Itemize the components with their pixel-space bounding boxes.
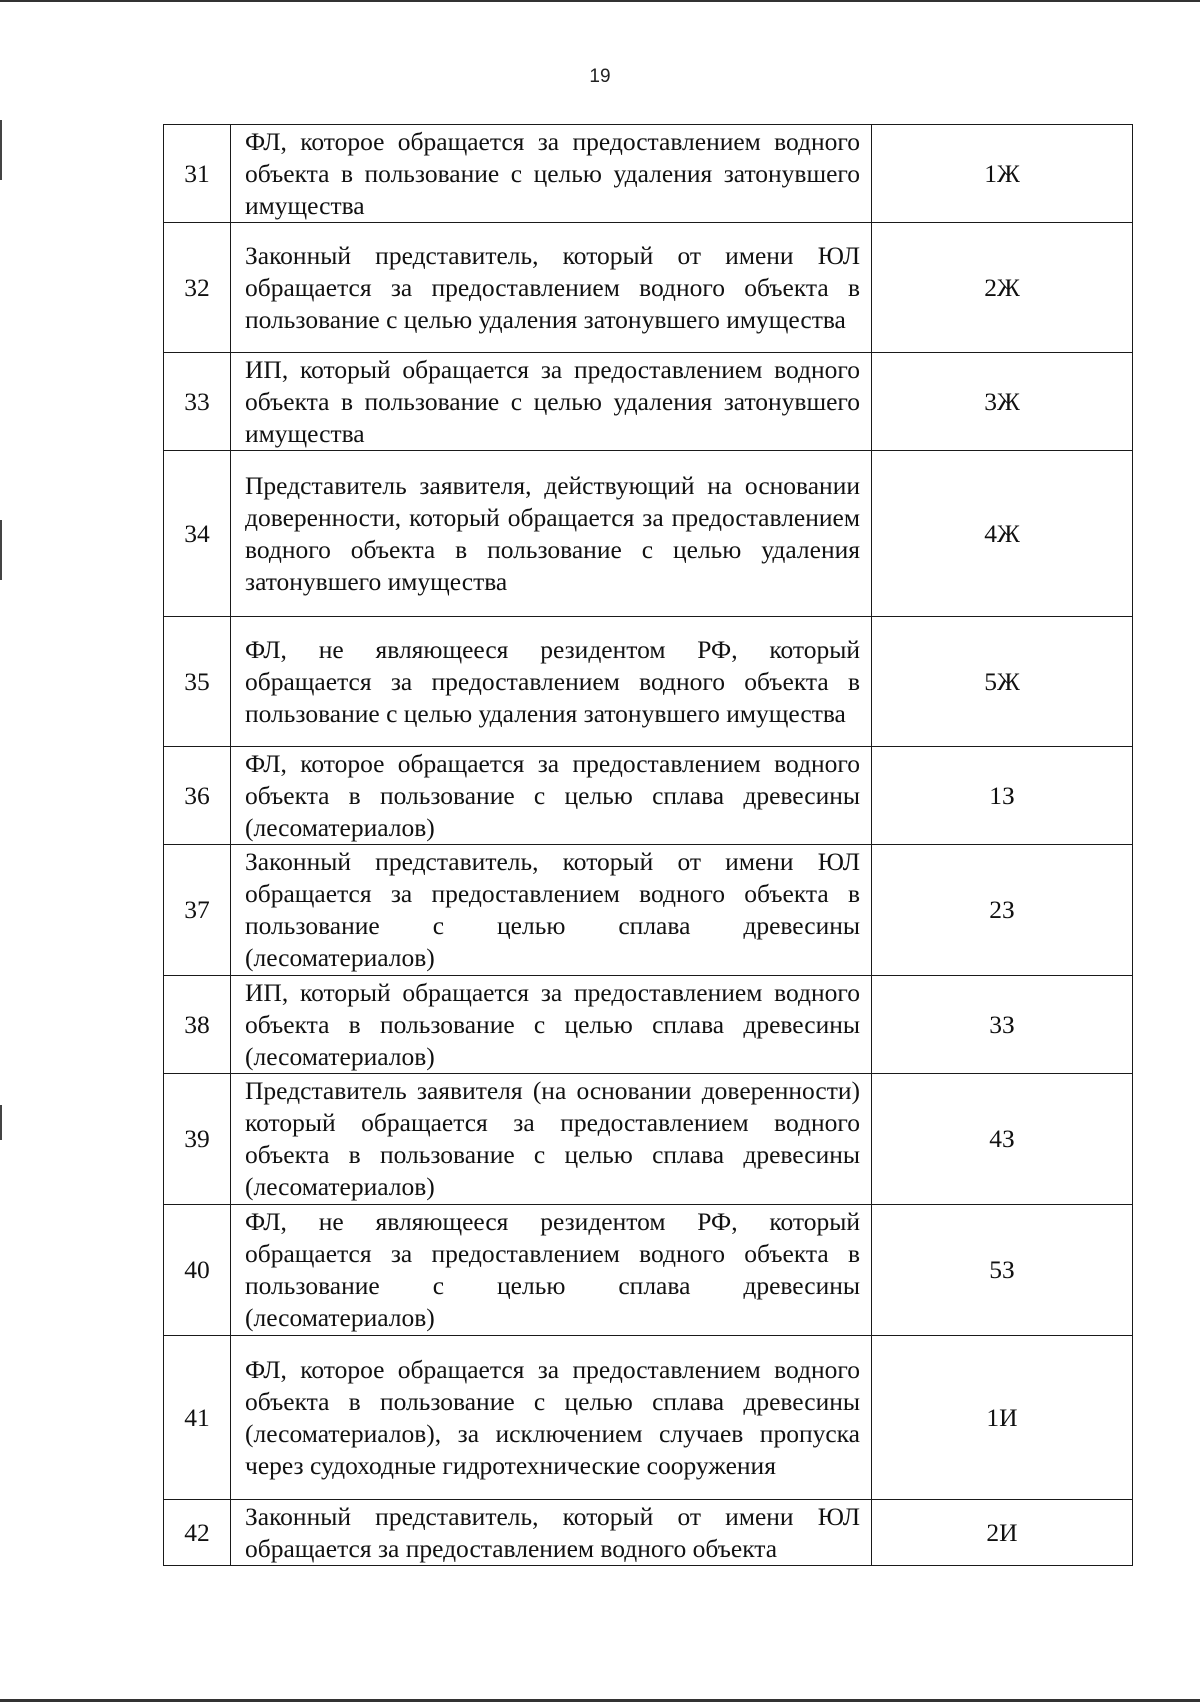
- row-number: 40: [164, 1205, 231, 1336]
- table-row: [164, 1500, 1133, 1566]
- scan-edge-top: [0, 0, 1200, 2]
- row-description: ФЛ, которое обращается за предоставлением водного объекта в пользование с целью сплава древесины (лесоматериалов): [231, 747, 872, 845]
- row-number: 35: [164, 617, 231, 747]
- page-number: 19: [589, 66, 611, 87]
- row-code: 4З: [872, 1074, 1133, 1205]
- table-row: [164, 845, 1133, 976]
- table-row: [164, 1205, 1133, 1336]
- scan-edge-mark: [0, 520, 2, 580]
- table-row: [164, 976, 1133, 1074]
- row-number: 34: [164, 451, 231, 617]
- row-code: 3З: [872, 976, 1133, 1074]
- row-description: ФЛ, не являющееся резидентом РФ, который обращается за предоставлением водного объекта в пользование с целью удаления затонувшего имущества: [231, 617, 872, 747]
- row-code: 1З: [872, 747, 1133, 845]
- row-code: 1И: [872, 1336, 1133, 1500]
- row-number: 32: [164, 223, 231, 353]
- table-row: [164, 617, 1133, 747]
- row-number: 41: [164, 1336, 231, 1500]
- table-row: [164, 1074, 1133, 1205]
- table-row: [164, 223, 1133, 353]
- row-code: 4Ж: [872, 451, 1133, 617]
- row-description: ФЛ, которое обращается за предоставлением водного объекта в пользование с целью сплава древесины (лесоматериалов), за исключением случаев пропуска через судоходные гидротехнические сооружения: [231, 1336, 872, 1500]
- row-number: 39: [164, 1074, 231, 1205]
- row-code: 2З: [872, 845, 1133, 976]
- scan-edge-mark: [0, 1105, 2, 1140]
- table-row: [164, 353, 1133, 451]
- row-description: ФЛ, которое обращается за предоставлением водного объекта в пользование с целью удаления затонувшего имущества: [231, 125, 872, 223]
- row-code: 1Ж: [872, 125, 1133, 223]
- row-description: Законный представитель, который от имени ЮЛ обращается за предоставлением водного объекта в пользование с целью сплава древесины (лесоматериалов): [231, 845, 872, 976]
- row-description: ИП, который обращается за предоставлением водного объекта в пользование с целью сплава древесины (лесоматериалов): [231, 976, 872, 1074]
- row-description: Законный представитель, который от имени ЮЛ обращается за предоставлением водного объекта в пользование с целью удаления затонувшего имущества: [231, 223, 872, 353]
- row-number: 33: [164, 353, 231, 451]
- table-row: [164, 451, 1133, 617]
- row-number: 38: [164, 976, 231, 1074]
- table-row: [164, 125, 1133, 223]
- row-description: ФЛ, не являющееся резидентом РФ, который обращается за предоставлением водного объекта в пользование с целью сплава древесины (лесоматериалов): [231, 1205, 872, 1336]
- document-table: [163, 124, 1133, 1566]
- row-code: 5З: [872, 1205, 1133, 1336]
- row-description: Представитель заявителя, действующий на основании доверенности, который обращается за предоставлением водного объекта в пользование с целью удаления затонувшего имущества: [231, 451, 872, 617]
- row-code: 3Ж: [872, 353, 1133, 451]
- row-number: 37: [164, 845, 231, 976]
- table-row: [164, 1336, 1133, 1500]
- table-row: [164, 747, 1133, 845]
- row-number: 42: [164, 1500, 231, 1566]
- row-number: 36: [164, 747, 231, 845]
- row-number: 31: [164, 125, 231, 223]
- scan-edge-mark: [0, 120, 2, 180]
- row-description: Представитель заявителя (на основании доверенности) который обращается за предоставлением водного объекта в пользование с целью сплава древесины (лесоматериалов): [231, 1074, 872, 1205]
- row-description: ИП, который обращается за предоставлением водного объекта в пользование с целью удаления затонувшего имущества: [231, 353, 872, 451]
- row-description: Законный представитель, который от имени ЮЛ обращается за предоставлением водного объекта: [231, 1500, 872, 1566]
- row-code: 5Ж: [872, 617, 1133, 747]
- row-code: 2И: [872, 1500, 1133, 1566]
- row-code: 2Ж: [872, 223, 1133, 353]
